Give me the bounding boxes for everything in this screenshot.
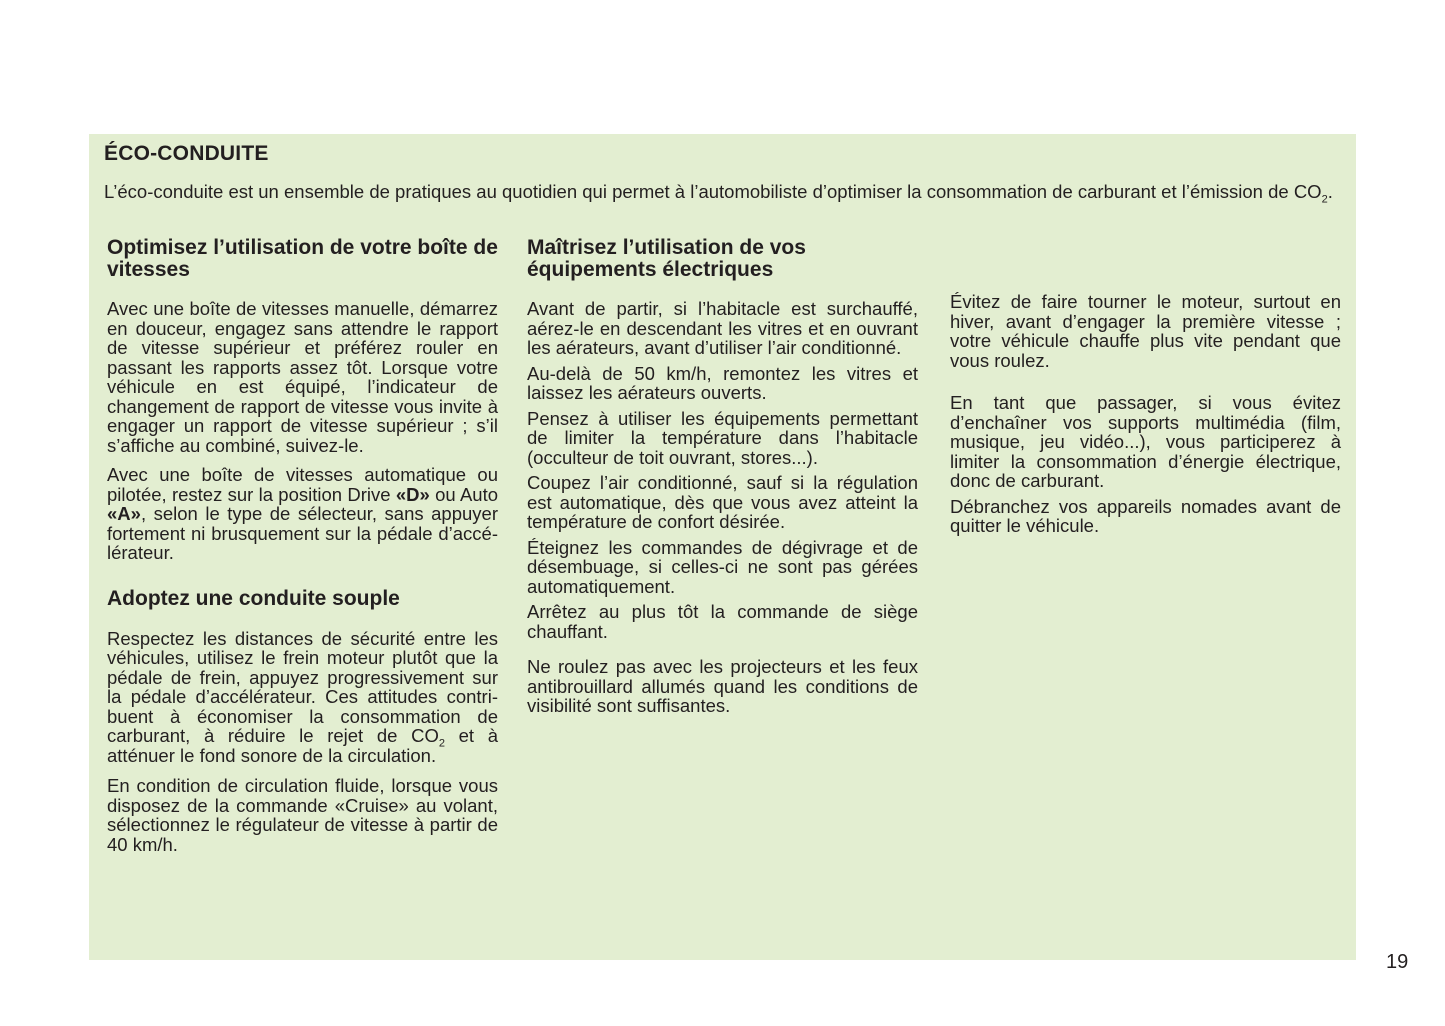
co2-subscript: 2 <box>438 737 445 750</box>
paragraph-defrost: Éteignez les commandes de dégivrage et de désembuage, si celles-ci ne sont pas gérées automatiquement. <box>527 536 918 597</box>
heading-gearbox: Optimisez l’utilisation de votre boîte de vitesses <box>107 236 498 281</box>
intro-text: L’éco-conduite est un ensemble de pratiques au quotidien qui permet à l’automobiliste d’optimiser la consommation de carburant et l’émission de CO <box>104 181 1322 202</box>
paragraph-manual-gearbox: Avec une boîte de vitesses manuelle, démarrez en douceur, engagez sans attendre le rapport de vitesse supérieur et préférez rouler en passant les rapports assez tôt. Lorsque votre véhicule en est équipé, l’indicateur de changement de rapport de vitesse vous invite à engager un rapport de vitesse supérieur ; s’il s’affiche au combiné, suivez-le. <box>107 298 498 456</box>
intro-paragraph <box>104 181 1341 206</box>
intro-end: . <box>1327 181 1333 202</box>
paragraph-air-conditioning: Coupez l’air conditionné, sauf si la régulation est automatique, dès que vous avez atteint la température de confort désirée. <box>527 472 918 532</box>
paragraph-safety-distances: Respectez les distances de sécurité entre les véhicules, utilisez le frein moteur plutôt que la pédale de frein, appuyez progressivement sur la pédale d’accélérateur. Ces attitudes contribuent à économiser la consommation de carburant, à réduire le rejet de $CO_2$ et à atténuer le fond sonore de la circulation. <box>107 627 499 766</box>
paragraph-cruise-control: En condition de circulation fluide, lorsque vous disposez de la commande «Cruise» au volant, sélectionnez le régulateur de vitesse à partir de 40 km/h. <box>107 775 498 855</box>
heading-electrical-equipment: Maîtrisez l’utilisation de vos équipements électriques <box>527 236 806 281</box>
paragraph-engine-idle: Évitez de faire tourner le moteur, surtout en hiver, avant d’engager la première vitesse ; votre véhicule chauffe plus vite pendant que vous roulez. <box>950 291 1341 371</box>
column-electrical-equipment <box>527 237 918 716</box>
heading-smooth-driving: Adoptez une conduite souple <box>107 586 400 610</box>
paragraph-unplug-devices: Débranchez vos appareils nomades avant de quitter le véhicule. <box>950 495 1341 536</box>
auto-label: «A» <box>107 503 141 524</box>
page-number: 19 <box>1386 951 1409 973</box>
paragraph-ventilate-cabin: Avant de partir, si l’habitacle est surchauffé, aérez-le en descendant les vitres et en ouvrant les aérateurs, avant d’utiliser l’air conditionné. <box>527 298 918 358</box>
column-gearbox <box>107 237 498 854</box>
paragraph-headlights: Ne roulez pas avec les projecteurs et les feux antibrouillard allumés quand les conditions de visibilité sont suffisantes. <box>527 656 918 716</box>
paragraph-automatic-gearbox: Avec une boîte de vitesses automatique ou pilotée, restez sur la position Drive «D» ou Auto «A», selon le type de sélecteur, sans appuyer fortement ni brusquement sur la pédale d’accélérateur. <box>107 464 498 563</box>
drive-label: «D» <box>395 483 430 505</box>
co2-subscript: 2 <box>1321 193 1328 206</box>
paragraph-limit-temperature: Pensez à utiliser les équipements permettant de limiter la température dans l’habitacle (occulteur de toit ouvrant, stores...). <box>527 407 918 468</box>
paragraph-heated-seat: Arrêtez au plus tôt la commande de siège chauffant. <box>527 601 918 642</box>
paragraph-windows-up: Au-delà de 50 km/h, remontez les vitres et laissez les aérateurs ouverts. <box>527 362 918 403</box>
paragraph-passenger-media: En tant que passager, si vous évitez d’enchaîner vos supports multimédia (film, musique, jeu vidéo...), vous participerez à limiter la consommation d’énergie électrique, donc de carburant. <box>950 392 1341 491</box>
page-title: ÉCO-CONDUITE <box>104 142 269 165</box>
column-right <box>950 237 1341 536</box>
